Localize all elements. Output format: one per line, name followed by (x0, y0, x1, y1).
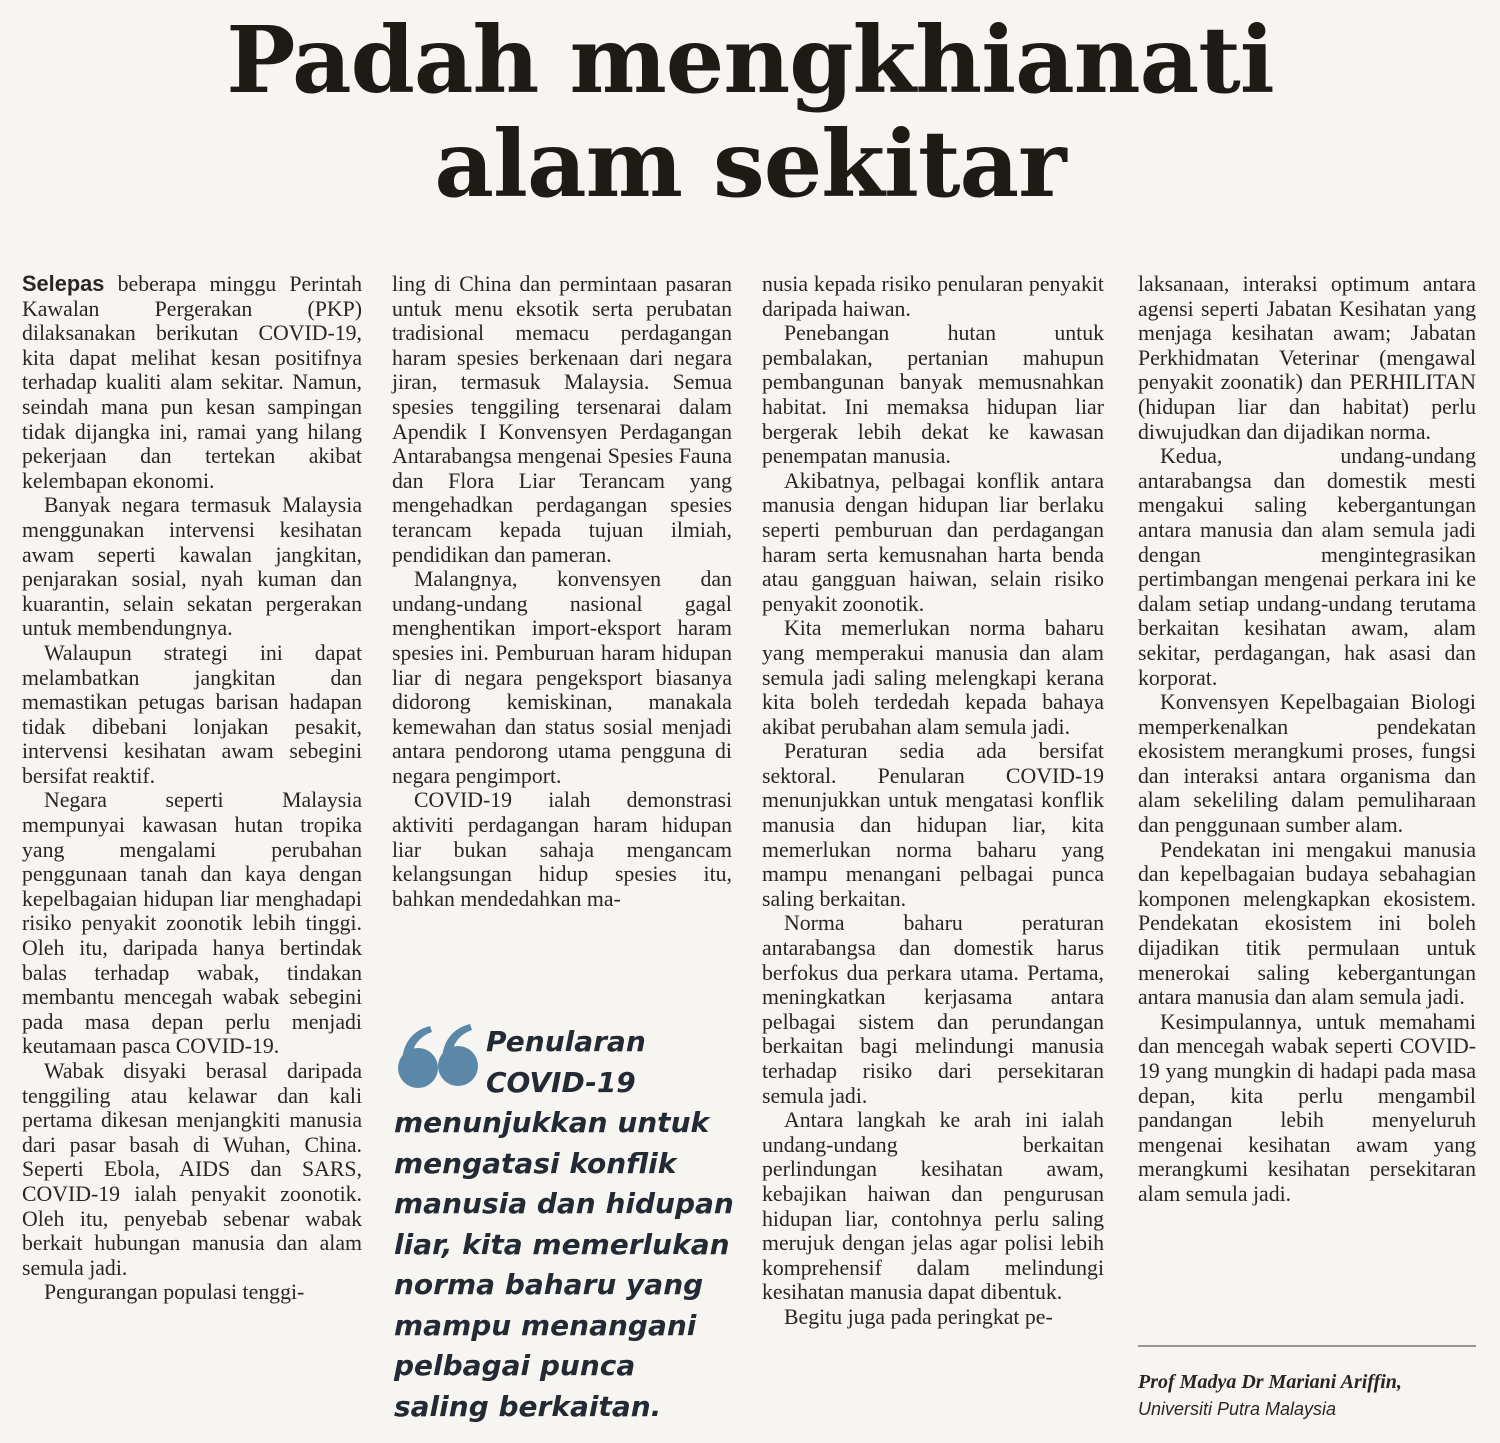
pull-quote-line: pelbagai punca (394, 1349, 636, 1382)
paragraph: Pendekatan ini mengakui manusia dan kepelbagaian budaya sebahagian komponen melengkapkan ekosistem. Pendekatan ekosistem ini boleh dijadikan titik permulaan untuk menerokai saling kebergantungan antara manusia dan alam semula jadi. (1138, 837, 1476, 1010)
paragraph (22, 272, 362, 493)
pull-quote-line: Penularan (486, 1025, 646, 1058)
paragraph: ling di China dan permintaan pasaran untuk menu eksotik serta perubatan tradisional memacu perdagangan haram spesies berkenaan dari negara jiran, termasuk Malaysia. Semua spesies tenggiling tersenarai dalam Apendik I Konvensyen Perdagangan Antarabangsa mengenai Spesies Fauna dan Flora Liar Terancam yang mengehadkan perdagangan spesies terancam kepada tujuan ilmiah, pendidikan dan pameran. (392, 272, 732, 567)
pull-quote-line: mampu menangani (394, 1308, 697, 1342)
pull-quote (394, 1022, 734, 1427)
paragraph: Pengurangan populasi tenggi- (44, 1280, 305, 1305)
paragraph: COVID-19 ialah demonstrasi aktiviti perdagangan haram hidupan liar bukan sahaja mengancam kelangsungan hidup spesies itu, bahkan mendedahkan ma- (392, 788, 732, 911)
pull-quote-line: saling berkaitan. (394, 1389, 662, 1423)
pull-quote-line: manusia dan hidupan (394, 1187, 734, 1220)
column-4 (1138, 272, 1476, 1207)
paragraph: Kesimpulannya, untuk memahami dan mencegah wabak seperti COVID-19 yang mungkin di hadapi pada masa depan, kita perlu mengambil pandangan lebih menyeluruh mengenai kesihatan awam yang merangkumi kesihatan persekitaran alam semula jadi. (1138, 1009, 1476, 1206)
paragraph: Antara langkah ke arah ini ialah undang-undang berkaitan perlindungan kesihatan awam, kebajikan haiwan dan pengurusan hidupan liar, contohnya perlu saling merujuk dengan jelas agar polisi lebih komprehensif dalam melindungi kesihatan manusia dapat dibentuk. (762, 1108, 1104, 1305)
paragraph: Konvensyen Kepelbagaian Biologi memperkenalkan pendekatan ekosistem merangkumi proses, fungsi dan interaksi antara organisma dan alam sekeliling dalam pemuliharaan dan penggunaan sumber alam. (1138, 690, 1476, 838)
paragraph: Begitu juga pada peringkat pe- (784, 1304, 1053, 1329)
paragraph-text: beberapa minggu Perintah Kawalan Pergerakan (PKP) dilaksanakan berikutan COVID-19, kita dapat melihat kesan positifnya terhadap kualiti alam sekitar. Namun, seindah mana pun kesan sampingan tidak dijangka ini, ramai yang hilang pekerjaan dan tertekan akibat kelembapan ekonomi. (22, 272, 362, 493)
paragraph: Penebangan hutan untuk pembalakan, pertanian mahupun pembangunan banyak memusnahkan habitat. Ini memaksa hidupan liar bergerak lebih dekat ke kawasan penempatan manusia. (762, 321, 1104, 469)
headline-line-2: alam sekitar (434, 110, 1066, 218)
paragraph: Malangnya, konvensyen dan undang-undang nasional gagal menghentikan import-eksport haram spesies ini. Pemburuan haram hidupan liar di negara pengeksport biasanya didorong kemiskinan, manakala kemewahan dan status sosial menjadi antara pendorong utama pengguna di negara pengimport. (392, 567, 732, 788)
author-name: Prof Madya Dr Mariani Ariffin, (1138, 1371, 1402, 1393)
paragraph: Norma baharu peraturan antarabangsa dan domestik harus berfokus dua perkara utama. Pertama, meningkatkan kerjasama antara pelbagai sistem dan perundangan berkaitan bagi melindungi manusia terhadap risiko dari persekitaran semula jadi. (762, 911, 1104, 1108)
pull-quote-line: norma baharu yang (394, 1268, 704, 1301)
paragraph: Akibatnya, pelbagai konflik antara manusia dengan hidupan liar berlaku seperti pemburuan dan perdagangan haram serta kemusnahan harta benda atau gangguan haiwan, selain risiko penyakit zoonotik. (762, 468, 1104, 616)
headline (0, 8, 1500, 216)
paragraph: Negara seperti Malaysia mempunyai kawasan hutan tropika yang mengalami perubahan penggunaan tanah dan kaya dengan kepelbagaian hidupan liar menghadapi risiko penyakit zoonotik lebih tinggi. Oleh itu, daripada hanya bertindak balas terhadap wabak, tindakan membantu mencegah wabak sebegini pada masa depan perlu menjadi keutamaan pasca COVID-19. (22, 788, 362, 1059)
paragraph: Wabak disyaki berasal daripada tenggiling atau kelawar dan kali pertama dikesan menjangkiti manusia dari pasar basah di Wuhan, China. Seperti Ebola, AIDS dan SARS, COVID-19 ialah penyakit zoonotik. Oleh itu, penyebab sebenar wabak berkait hubungan manusia dan alam semula jadi. (22, 1059, 362, 1280)
column-3 (762, 272, 1104, 1330)
byline-divider (1138, 1345, 1476, 1347)
column-1 (22, 272, 362, 1305)
paragraph: Walaupun strategi ini dapat melambatkan jangkitan dan memastikan petugas barisan hadapan tidak dibebani lonjakan pesakit, intervensi kesihatan awam sebegini bersifat reaktif. (22, 640, 362, 788)
pull-quote-line: mengatasi konflik (394, 1146, 677, 1180)
pull-quote-line: COVID-19 (486, 1065, 636, 1099)
column-2 (392, 272, 732, 911)
paragraph: nusia kepada risiko penularan penyakit daripada haiwan. (762, 272, 1104, 321)
paragraph: Kita memerlukan norma baharu yang memperakui manusia dan alam semula jadi saling melengkapi kerana kita boleh terdedah kepada bahaya akibat perubahan alam semula jadi. (762, 616, 1104, 739)
lead-word: Selepas (22, 271, 105, 296)
paragraph: Peraturan sedia ada bersifat sektoral. Penularan COVID-19 menunjukkan untuk mengatasi konflik manusia dan hidupan liar, kita memerlukan norma baharu yang mampu menangani pelbagai punca saling berkaitan. (762, 739, 1104, 911)
pull-quote-line: liar, kita memerlukan (394, 1227, 730, 1261)
pull-quote-line: menunjukkan untuk (394, 1106, 710, 1139)
paragraph: Banyak negara termasuk Malaysia menggunakan intervensi kesihatan awam seperti kawalan jangkitan, penjarakan sosial, nyah kuman dan kuarantin, selain sekatan pergerakan untuk membendungnya. (22, 493, 362, 641)
paragraph: laksanaan, interaksi optimum antara agensi seperti Jabatan Kesihatan yang menjaga kesihatan awam; Jabatan Perkhidmatan Veterinar (mengawal penyakit zoonatik) dan PERHILITAN (hidupan liar dan habitat) perlu diwujudkan dan dijadikan norma. (1138, 272, 1476, 444)
headline-line-1: Padah mengkhianati (226, 6, 1274, 114)
paragraph: Kedua, undang-undang antarabangsa dan domestik mesti mengakui saling kebergantungan antara manusia dan alam semula jadi dengan mengintegrasikan pertimbangan mengenai perkara ini ke dalam setiap undang-undang terutama berkaitan kesihatan awam, alam sekitar, perdagangan, hak asasi dan korporat. (1138, 444, 1476, 690)
author-affiliation: Universiti Putra Malaysia (1138, 1399, 1337, 1419)
